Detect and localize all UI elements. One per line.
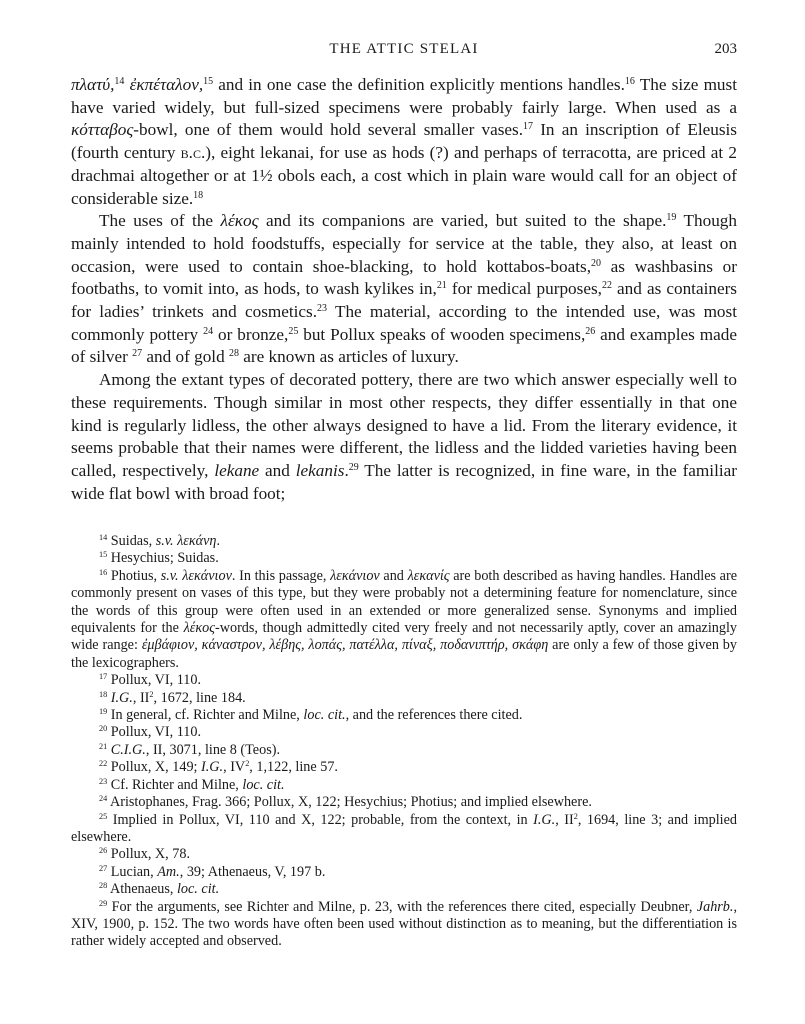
body-text xyxy=(71,74,737,505)
footnote: $^{24}$ Aristophanes, Frag. 366; Pollux, X, 122; Hesychius; Photius; and implied elsewhere. xyxy=(99,794,592,811)
footnote: $^{16}$ Photius, s.v. λεκάνιον. In this passage, λεκάνιον and λεκανίς are both described as having handles. Handles are commonly present on vases of this type, but they were probably not a determining feature for nomenclature, since the words of this group were often used in an extended or more generalized sense. Synonyms and implied equivalents for the λέκος-words, though admittedly cited very freely and not necessarily aptly, cover an amazingly wide range: ἐμβάφιον, κάναστρον, λέβης, λοπάς, πατέλλα, πίναξ, ποδανιπτήρ, σκάφη are only a few of those given by the lexicographers. xyxy=(71,567,738,671)
running-title: THE ATTIC STELAI xyxy=(329,41,479,57)
body-paragraph: πλατύ,$^{14}$ ἐκπέταλον,$^{15}$ and in one case the definition explicitly mentions handles.$^{16}$ The size must have varied widely, but full-sized specimens were probably fairly large. When used as a κότταβος-bowl, one of them would hold several smaller vases.$^{17}$ In an inscription of Eleusis (fourth century b.c.), eight lekanai, for use as hods (?) and perhaps of terracotta, are priced at 2 drachmai altogether or at 1½ obols each, a cost which in plain ware would call for an object of considerable size.$^{18}$ xyxy=(71,75,738,208)
footnote: $^{26}$ Pollux, X, 78. xyxy=(99,846,190,863)
running-head xyxy=(71,41,737,61)
footnote: $^{25}$ Implied in Pollux, VI, 110 and X, 122; probable, from the context, in I.G., $II^2$, 1694, line 3; and implied elsewhere. xyxy=(71,811,738,845)
footnote: $^{18}$ I.G., $II^2$, 1672, line 184. xyxy=(99,689,246,706)
body-paragraph: Among the extant types of decorated pottery, there are two which answer especially well to these requirements. Though similar in most other respects, they differ essentially in that one kind is regularly lidless, the other always designed to have a lid. From the literary evidence, it seems probable that their names were different, the lidless and the lidded varieties having been called, respectively, lekane and lekanis.$^{29}$ The latter is recognized, in fine ware, in the familiar wide flat bowl with broad foot; xyxy=(71,370,737,503)
footnote: $^{15}$ Hesychius; Suidas. xyxy=(99,550,219,567)
footnote: $^{28}$ Athenaeus, loc. cit. xyxy=(99,881,220,898)
body-paragraph: The uses of the λέκος and its companions are varied, but suited to the shape.$^{19}$ Though mainly intended to hold foodstuffs, especially for service at the table, they also, at least on occasion, were used to contain shoe-blacking, to hold kottabos-boats,$^{20}$ as washbasins or footbaths, to vomit into, as hods, to wash kylikes in,$^{21}$ for medical purposes,$^{22}$ and as containers for ladies’ trinkets and cosmetics.$^{23}$ The material, according to the intended use, was most commonly pottery $^{24}$ or bronze,$^{25}$ but Pollux speaks of wooden specimens,$^{26}$ and examples made of silver $^{27}$ and of gold $^{28}$ are known as articles of luxury. xyxy=(71,211,738,367)
footnote: $^{22}$ Pollux, X, 149; I.G., $IV^2$, 1,122, line 57. xyxy=(99,759,338,776)
footnote: $^{20}$ Pollux, VI, 110. xyxy=(99,724,202,741)
footnote: $^{19}$ In general, cf. Richter and Milne, loc. cit., and the references there cited. xyxy=(99,707,523,724)
footnote: $^{29}$ For the arguments, see Richter and Milne, p. 23, with the references there cited, especially Deubner, Jahrb., XIV, 1900, p. 152. The two words have often been used without distinction as to meaning, but the differentiation is rather widely accepted and observed. xyxy=(71,898,737,950)
footnote: $^{23}$ Cf. Richter and Milne, loc. cit. xyxy=(99,776,285,793)
footnote: $^{27}$ Lucian, Am., 39; Athenaeus, V, 197 b. xyxy=(99,863,326,880)
footnotes xyxy=(71,533,737,951)
footnote: $^{17}$ Pollux, VI, 110. xyxy=(99,672,202,689)
footnote: $^{21}$ C.I.G., II, 3071, line 8 (Teos). xyxy=(99,741,280,758)
footnote: $^{14}$ Suidas, s.v. λεκάνη. xyxy=(99,533,220,549)
page-number: 203 xyxy=(714,41,737,57)
